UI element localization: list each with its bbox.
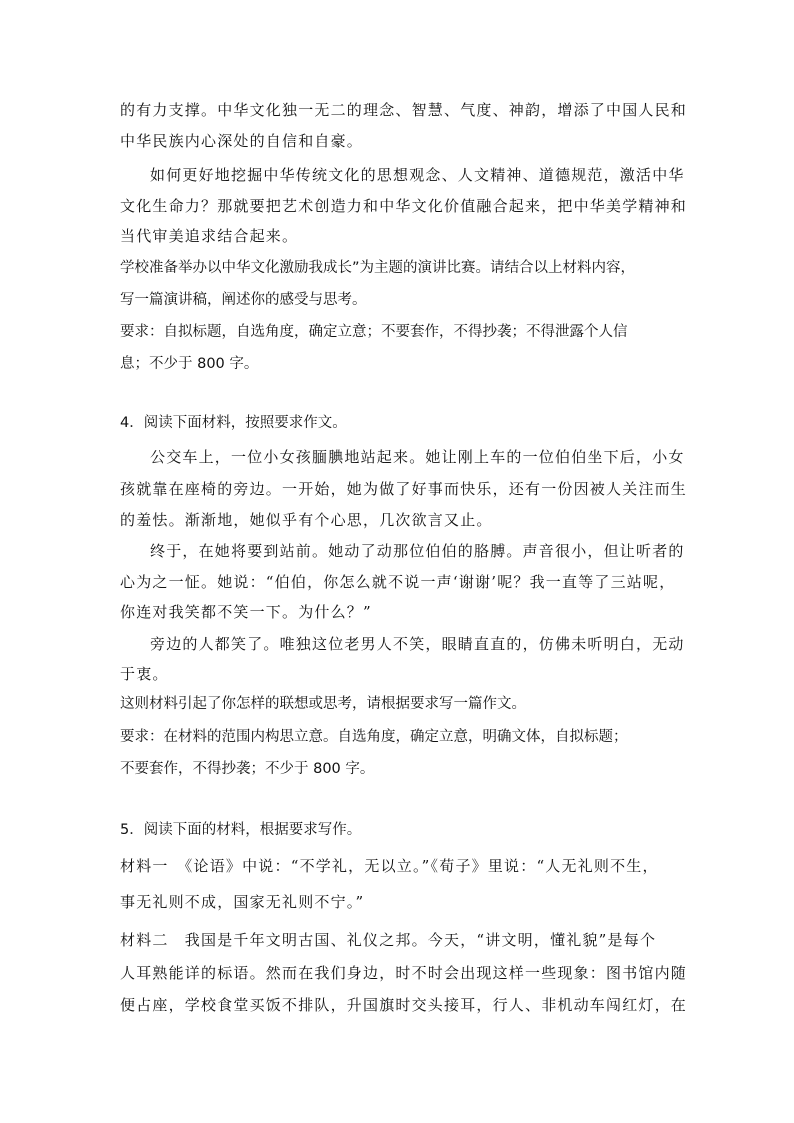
text-line: 于衷。 (120, 665, 169, 683)
text-line: 孩就靠在座椅的旁边。一开始，她为做了好事而快乐，还有一份因被人关注而生 (120, 480, 688, 498)
text-line: 文化生命力？那就要把艺术创造力和中华文化价值融合起来，把中华美学精神和 (120, 197, 688, 215)
text-line: 如何更好地挖掘中华传统文化的思想观念、人文精神、道德规范，激活中华 (150, 166, 685, 184)
text-line: 心为之一怔。她说：“伯伯，你怎么就不说一声‘谢谢’呢？我一直等了三站呢， (120, 573, 676, 591)
prompt-line: 学校准备举办以中华文化激励我成长”为主题的演讲比赛。请结合以上材料内容， (120, 260, 636, 276)
text-line: 你连对我笑都不笑一下。为什么？” (120, 603, 372, 621)
prompt-line: 这则材料引起了你怎样的联想或思考，请根据要求写一篇作文。 (120, 696, 526, 712)
question-4-heading: 4．阅读下面材料，按照要求作文。 (120, 415, 347, 431)
text-line: 中华民族内心深处的自信和自豪。 (120, 132, 364, 150)
requirement-line: 息；不少于 800 字。 (120, 356, 259, 372)
text-line: 公交车上，一位小女孩腼腆地站起来。她让刚上车的一位伯伯坐下后，小女 (150, 448, 685, 466)
material-2-line: 人耳熟能详的标语。然而在我们身边，时不时会出现这样一些现象：图书馆内随 (120, 964, 688, 982)
text-line: 的羞怯。渐渐地，她似乎有个心思，几次欲言又止。 (120, 511, 493, 529)
material-2-line: 便占座，学校食堂买饭不排队，升国旗时交头接耳，行人、非机动车闯红灯，在 (120, 996, 688, 1014)
material-1-line: 事无礼则不成，国家无礼则不宁。” (120, 893, 365, 911)
question-5-heading: 5．阅读下面的材料，根据要求写作。 (120, 822, 362, 838)
prompt-line: 写一篇演讲稿，阐述你的感受与思考。 (120, 292, 367, 308)
requirement-line: 不要套作，不得抄袭；不少于 800 字。 (120, 761, 375, 777)
material-2-line: 材料二 我国是千年文明古国、礼仪之邦。今天，“讲文明，懂礼貌”是每个 (120, 931, 657, 949)
text-line: 当代审美追求结合起来。 (120, 227, 299, 245)
text-line: 终于，在她将要到站前。她动了动那位伯伯的胳膊。声音很小，但让听者的 (150, 542, 685, 560)
requirement-line: 要求：自拟标题，自选角度，确定立意；不要套作，不得抄袭；不得泄露个人信 (120, 324, 628, 340)
text-line: 的有力支撑。中华文化独一无二的理念、智慧、气度、神韵，增添了中国人民和 (120, 101, 688, 119)
requirement-line: 要求：在材料的范围内构思立意。自选角度，确定立意，明确文体，自拟标题； (120, 729, 628, 745)
material-1-line: 材料一 《论语》中说：“不学礼，无以立。”《荀子》里说：“人无礼则不生， (120, 857, 659, 875)
text-line: 旁边的人都笑了。唯独这位老男人不笑，眼睛直直的，仿佛未听明白，无动 (150, 635, 685, 653)
